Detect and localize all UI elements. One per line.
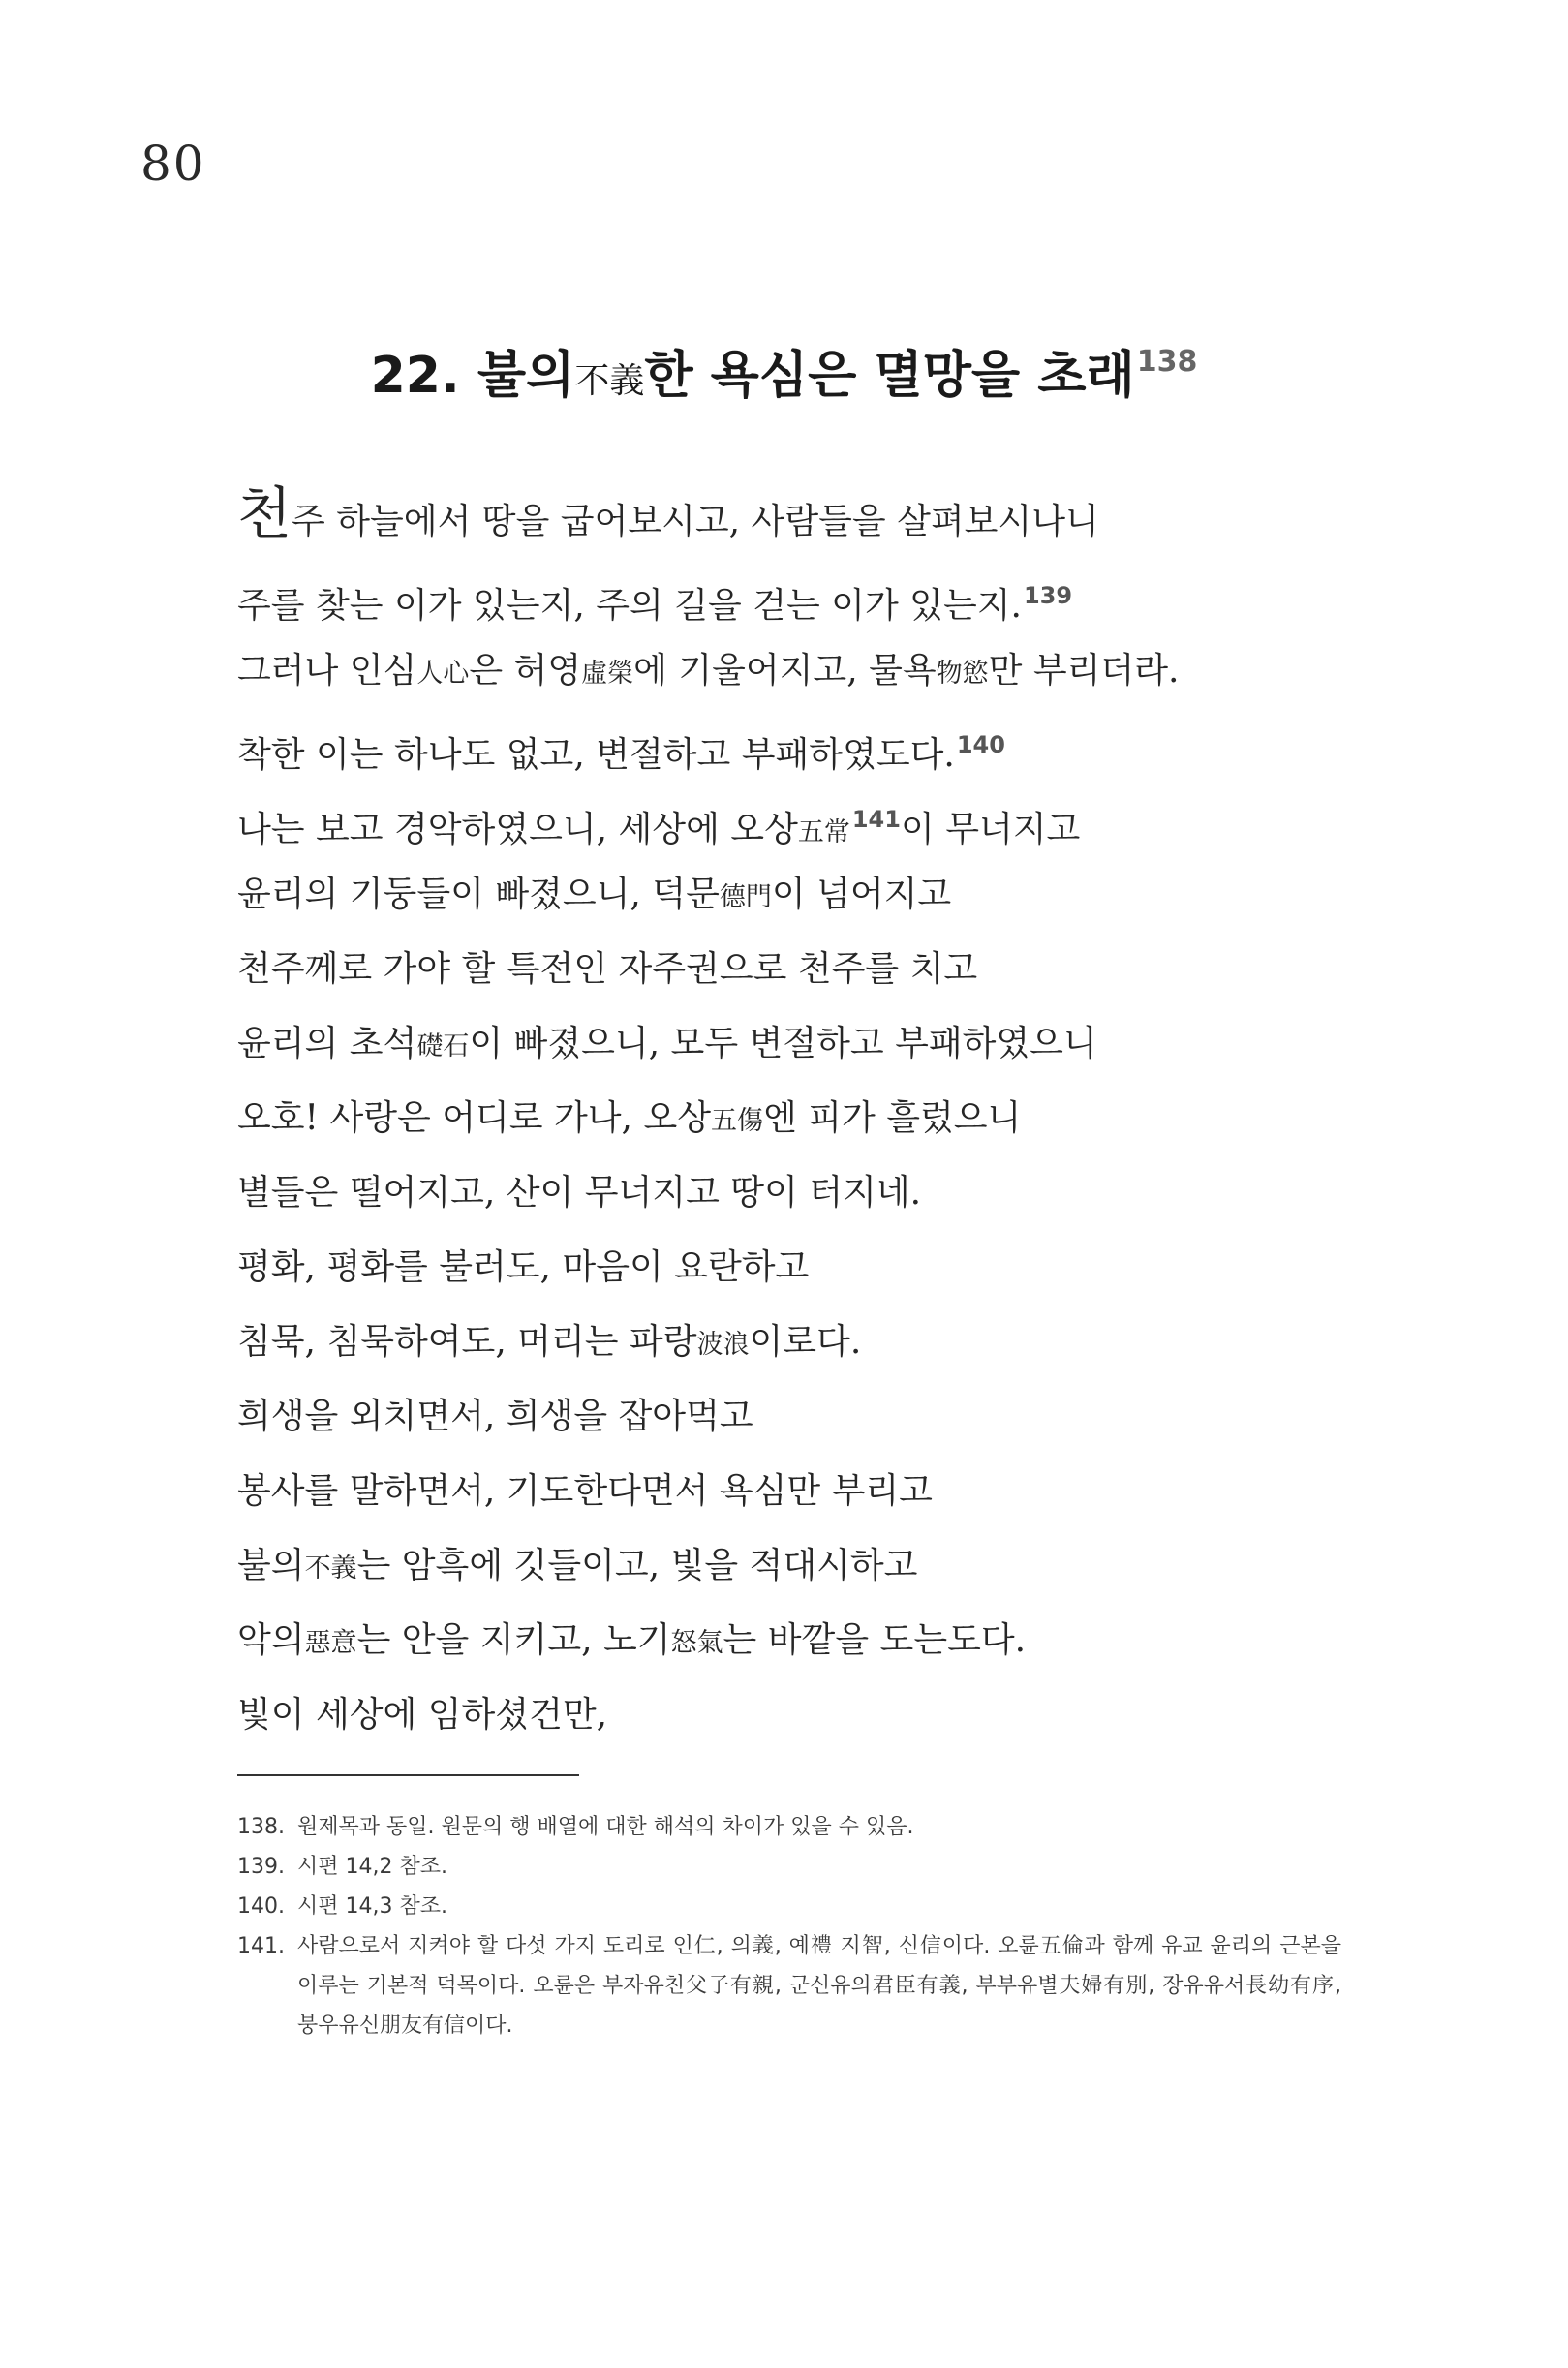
- hanja-gloss: 虛榮: [581, 659, 634, 689]
- poem-line: 천주 하늘에서 땅을 굽어보시고, 사람들을 살펴보시나니: [237, 480, 1099, 546]
- poem-line: 착한 이는 하나도 없고, 변절하고 부패하였도다.$^{140}$: [237, 731, 1005, 775]
- footnote-text: 시편 14,2 참조.: [297, 1855, 447, 1879]
- footnote-item: [237, 1847, 1341, 1887]
- poem-line: 나는 보고 경악하였으니, 세상에 오상五常$^{141}$이 무너지고: [237, 806, 1081, 849]
- poem-line: 평화, 평화를 불러도, 마음이 요란하고: [237, 1247, 810, 1287]
- footnote-divider: [237, 1774, 579, 1776]
- footnote-number: 141.: [237, 1934, 285, 1958]
- poem-line: 별들은 떨어지고, 산이 무너지고 땅이 터지네.: [237, 1173, 922, 1213]
- poem-line: 윤리의 기둥들이 빠졌으니, 덕문德門이 넘어지고: [237, 875, 952, 914]
- footnote-number: 138.: [237, 1815, 285, 1839]
- footnote-text: 사람으로서 지켜야 할 다섯 가지 도리로 인仁, 의義, 예禮 지智, 신信이다. 오륜五倫과 함께 유교 윤리의 근본을 이루는 기본적 덕목이다. 오륜은 부자유친父子有親, 군신유의君臣有義, 부부유별夫婦有別, 장유유서長幼有序, 붕우유신朋友有信이다.: [297, 1934, 1341, 2038]
- title-text-after: 한 욕심은 멸망을 초래: [644, 347, 1135, 405]
- hanja-gloss: 怒氣: [670, 1628, 723, 1658]
- hanja-gloss: 五常: [797, 817, 850, 847]
- poem-line: 침묵, 침묵하여도, 머리는 파랑波浪이로다.: [237, 1322, 862, 1362]
- footnote-ref: 140: [956, 731, 1005, 758]
- hanja-gloss: 德門: [719, 882, 772, 912]
- hanja-gloss: 物慾: [936, 659, 989, 689]
- title-text-before: 22. 불의: [370, 347, 575, 405]
- footnote-text: 시편 14,3 참조.: [297, 1894, 447, 1919]
- hanja-gloss: 人心: [416, 659, 470, 689]
- footnote-item: [237, 1807, 1341, 1847]
- poem-line: 주를 찾는 이가 있는지, 주의 길을 걷는 이가 있는지.$^{139}$: [237, 582, 1073, 626]
- hanja-gloss: 惡意: [304, 1628, 357, 1658]
- page-number: 80: [140, 136, 206, 192]
- footnote-ref: 139: [1023, 582, 1073, 609]
- footnote-number: 139.: [237, 1855, 285, 1879]
- poem-line: 윤리의 초석礎石이 빠졌으니, 모두 변절하고 부패하였으니: [237, 1024, 1097, 1063]
- footnote-ref: 141: [851, 806, 901, 833]
- poem-line: 오호! 사랑은 어디로 가나, 오상五傷엔 피가 흘렀으니: [237, 1098, 1022, 1138]
- hanja-gloss: 五傷: [711, 1106, 763, 1136]
- title-hanja: 不義: [574, 361, 645, 401]
- footnote-number: 140.: [237, 1894, 285, 1919]
- poem-body: [237, 480, 1399, 1752]
- poem-line: 악의惡意는 안을 지키고, 노기怒氣는 바깥을 도는도다.: [237, 1620, 1027, 1660]
- poem-line: 빛이 세상에 임하셨건만,: [237, 1695, 608, 1735]
- drop-initial: 천: [237, 480, 292, 546]
- hanja-gloss: 礎石: [416, 1031, 470, 1061]
- footnotes: [237, 1807, 1341, 2045]
- poem-line: 불의不義는 암흑에 깃들이고, 빛을 적대시하고: [237, 1546, 918, 1585]
- footnote-item: [237, 1926, 1341, 2045]
- footnote-text: 원제목과 동일. 원문의 행 배열에 대한 해석의 차이가 있을 수 있음.: [297, 1815, 914, 1839]
- title-footnote-ref: 138: [1136, 345, 1198, 379]
- poem-line: 천주께로 가야 할 특전인 자주권으로 천주를 치고: [237, 949, 978, 989]
- hanja-gloss: 波浪: [696, 1330, 750, 1360]
- poem-line: 봉사를 말하면서, 기도한다면서 욕심만 부리고: [237, 1471, 933, 1511]
- chapter-title: [0, 334, 1568, 407]
- poem-line: 그러나 인심人心은 허영虛榮에 기울어지고, 물욕物慾만 부리더라.: [237, 651, 1180, 691]
- footnote-item: [237, 1887, 1341, 1926]
- poem-line: 희생을 외치면서, 희생을 잡아먹고: [237, 1397, 753, 1436]
- hanja-gloss: 不義: [304, 1553, 357, 1584]
